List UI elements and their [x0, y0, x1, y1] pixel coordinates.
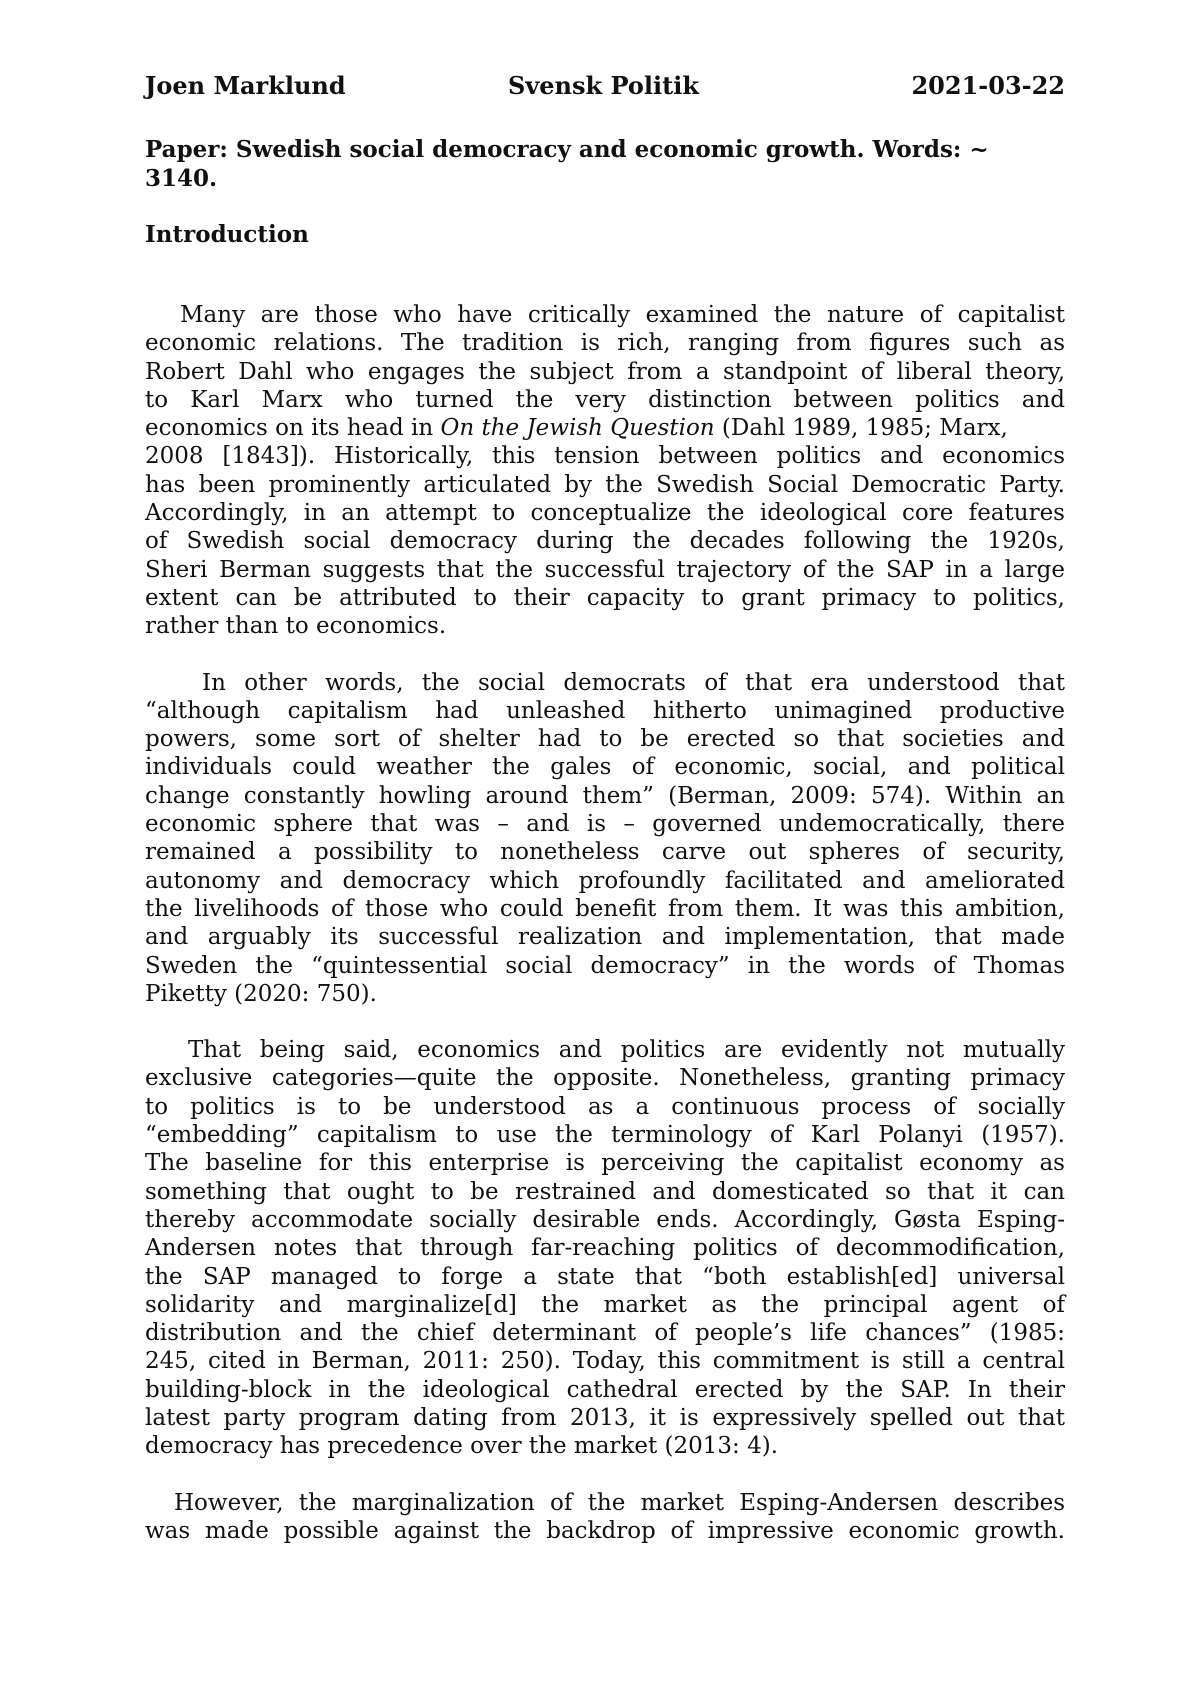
paragraph-line: Accordingly, in an attempt to conceptualize the ideological core features [145, 500, 1065, 527]
paragraph-line: 245, cited in Berman, 2011: 250). Today, this commitment is still a central [145, 1348, 1065, 1375]
text-run: economics on its head in [145, 415, 441, 442]
paragraph-line: powers, some sort of shelter had to be erected so that societies and [145, 726, 1065, 753]
paragraph-line: autonomy and democracy which profoundly facilitated and ameliorated [145, 867, 1065, 894]
paragraph-line: something that ought to be restrained and domesticated so that it can [145, 1178, 1065, 1205]
document-page [145, 66, 1065, 1545]
paragraph-line: has been prominently articulated by the Swedish Social Democratic Party. [145, 471, 1065, 498]
paragraph-line: of Swedish social democracy during the decades following the 1920s, [145, 528, 1065, 555]
paragraph-line: Sheri Berman suggests that the successful trajectory of the SAP in a large [145, 556, 1065, 583]
paper-title-line: Paper: Swedish social democracy and economic growth. Words: ~ [145, 136, 989, 163]
paragraph-line: 2008 [1843]). Historically, this tension between politics and economics [145, 443, 1065, 470]
paragraph-line: “although capitalism had unleashed hitherto unimagined productive [145, 697, 1065, 724]
paragraph-line: latest party program dating from 2013, it is expressively spelled out that [145, 1404, 1065, 1431]
paragraph-line: economic relations. The tradition is rich, ranging from figures such as [145, 330, 1065, 357]
paragraph [145, 1036, 1065, 1460]
header-author: Joen Marklund [145, 71, 346, 100]
paragraph-line: change constantly howling around them” (Berman, 2009: 574). Within an [145, 782, 1065, 809]
paragraph-line: to Karl Marx who turned the very distinction between politics and [145, 386, 1065, 413]
paragraph-line: “embedding” capitalism to use the terminology of Karl Polanyi (1957). [145, 1122, 1065, 1149]
text-run: (Dahl 1989, 1985; Marx, [714, 415, 1008, 442]
paragraph-line: Robert Dahl who engages the subject from a standpoint of liberal theory, [145, 358, 1065, 385]
paragraph-line: Andersen notes that through far-reaching politics of decommodification, [145, 1235, 1065, 1262]
paragraph-line: to politics is to be understood as a continuous process of socially [145, 1093, 1065, 1120]
paragraph-line: Many are those who have critically examined the nature of capitalist [180, 302, 1065, 328]
paragraph-line: Sweden the “quintessential social democracy” in the words of Thomas [145, 952, 1065, 979]
paragraph-line: distribution and the chief determinant of people’s life chances” (1985: [145, 1320, 1065, 1347]
paragraph-line: individuals could weather the gales of economic, social, and political [145, 754, 1065, 781]
paragraph-line: exclusive categories—quite the opposite. Nonetheless, granting primacy [145, 1065, 1065, 1092]
paragraph-line: However, the marginalization of the market Esping-Andersen describes [174, 1489, 1065, 1516]
header-date: 2021-03-22 [911, 71, 1065, 100]
paragraph-line: Piketty (2020: 750). [145, 980, 377, 1007]
document-header [145, 66, 1065, 106]
paragraph-line: In other words, the social democrats of that era understood that [202, 669, 1065, 696]
paragraph-line: That being said, economics and politics are evidently not mutually [188, 1037, 1065, 1064]
paragraph-line: the SAP managed to forge a state that “both establish[ed] universal [145, 1263, 1065, 1290]
italic-title: On the Jewish Question [440, 415, 715, 442]
paragraph [145, 669, 1065, 1009]
paragraph-line: The baseline for this enterprise is perceiving the capitalist economy as [145, 1150, 1065, 1177]
paragraph-line: the livelihoods of those who could benefit from them. It was this ambition, [145, 895, 1065, 922]
paper-title-line: 3140. [145, 164, 218, 192]
paragraph [145, 301, 1065, 641]
section-heading: Introduction [145, 221, 309, 248]
paragraph [145, 1489, 1065, 1546]
paragraph-line [145, 414, 1065, 442]
paragraph-line: democracy has precedence over the market (2013: 4). [145, 1433, 779, 1460]
header-course: Svensk Politik [508, 71, 699, 100]
paragraph-line: and arguably its successful realization and implementation, that made [145, 924, 1065, 951]
paragraph-line: economic sphere that was – and is – governed undemocratically, there [145, 811, 1065, 838]
paragraph-line: was made possible against the backdrop of impressive economic growth. [145, 1517, 1065, 1544]
paragraph-line: thereby accommodate socially desirable ends. Accordingly, Gøsta Esping- [145, 1206, 1065, 1233]
paragraph-line: building-block in the ideological cathedral erected by the SAP. In their [145, 1376, 1065, 1403]
paragraph-line: solidarity and marginalize[d] the market as the principal agent of [145, 1291, 1065, 1318]
paragraph-line: rather than to economics. [145, 613, 447, 640]
paragraph-line: remained a possibility to nonetheless carve out spheres of security, [145, 839, 1065, 866]
paragraph-line: extent can be attributed to their capacity to grant primacy to politics, [145, 584, 1065, 611]
paper-title [145, 136, 1050, 193]
